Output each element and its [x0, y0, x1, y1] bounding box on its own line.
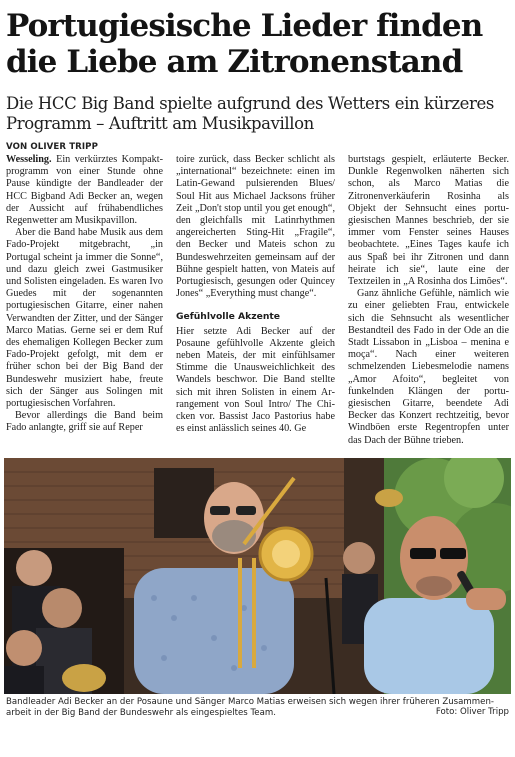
- article-column-2: [176, 154, 335, 454]
- paragraph: [6, 154, 163, 227]
- concert-photo-illustration: [4, 458, 511, 694]
- paragraph: Hier setzte Adi Becker auf der Posaune gefühlvolle Akzente gleich neben Mateis, der mit einfühlsamer Stimme die Unausweichlichkeit des Wandels beschwor. Die Band stellte sich mit ihren Solisten in einem Arrangement von Soul Intro/ The Chicken vor. Bassist Jaco Pastorius habe es einst anlässlich seines 40. Ge: [176, 325, 335, 435]
- headline: Portugiesische Lieder finden die Liebe am Zitronenstand: [6, 8, 483, 80]
- photo-caption: Bandleader Adi Becker an der Posaune und Sänger Marco Matias erweisen sich wegen ihrer früheren Zusammenarbeit in der Big Band der Bundeswehr als eingespieltes Team.: [6, 697, 495, 718]
- section-subtitle: Gefühlvolle Akzente: [176, 311, 280, 323]
- paragraph-text: Ein verkürztes Kompaktprogramm von einer Stunde ohne Pause kündigte der Bandleader der HCC Bigband Adi Becker an, wegen der Aussicht auf frühabendliches Regenwetter am Musikpavillon.: [6, 154, 163, 227]
- subheadline: Die HCC Big Band spielte aufgrund des Wetters ein kürzeres Programm – Auftritt am Musikpavillon: [6, 94, 494, 133]
- photo-credit: Foto: Oliver Tripp: [435, 707, 509, 717]
- paragraph: toire zurück, dass Becker schlicht als „international“ bezeichnete: einen im Latin-Gewand pulsierenden Blues/ Soul Hit aus Michael Jacksons früher Zeit „Don't stop until you get enough“, den gleichfalls mit Latinrhythmen angereicherten Sting-Hit „Fragile“, den Becker und Mateis schon zu Bundeswehrzeiten gemeinsam auf der Bühne gespielt hatten, von Mateis auf Portugiesisch, gesungen oder Quincey Jones“ „Everything must change“.: [176, 154, 335, 300]
- paragraph: Ganz ähnliche Gefühle, nämlich wie zu einer geliebten Frau, entwickele sich die Sehnsucht als wesentlicher Bestandteil des Fado in der Ode an die Stadt Lissabon in „Lisboa – menina e moça“. Nach einer weiteren schmelzenden Liebesmelodie namens „Amor Afoito“, begleitet von funkelnden Klängen der portugiesischen Gitarre, beendete Adi Becker das Konzert rechtzeitig, bevor Windböen erste Regentropfen unter das Dach der Bühne trieben.: [348, 288, 509, 446]
- byline: VON OLIVER TRIPP: [6, 142, 98, 152]
- article-column-1: [6, 154, 163, 454]
- paragraph: burtstags gespielt, erläuterte Becker. Dunkle Regenwolken näherten sich schon, als Marco Matias die Zitronenverkäuferin Rosinha als Objekt der Sehnsucht eines portugiesischen Mannes beschrieb, der sie immer vom Fenster seines Hauses beobachtete. „Eines Tages kaufe ich aus Spaß bei ihr Zitronen und dann heirate ich sie“, laute eine der Textzeilen in „A Rosinha dos Limões“.: [348, 154, 509, 288]
- paragraph: Bevor allerdings die Band beim Fado anlangte, griff sie auf Reper: [6, 410, 163, 434]
- dateline: Wesseling.: [6, 154, 52, 165]
- paragraph: Aber die Band habe Musik aus dem Fado-Projekt mitgebracht, „in Portugal scheint ja immer die Sonne“, und dazu gleich zwei Gastmusiker und Solisten eingeladen. Es waren Ivo Guedes mit der sogenannten portugiesischen Gitarre, einer nahen Verwandten der Zitter, und der Sänger Marco Matias. Gerne sei er dem Ruf des ehemaligen Kollegen Becker zum Fado-Projekt gefolgt, mit dem er früher schon bei der Big Band der Bundeswehr musiziert habe, freute sich der Sänger aus Solingen mit portugiesischen Vorfahren.: [6, 227, 163, 410]
- concert-photo: [4, 458, 511, 694]
- article-column-3: [348, 154, 509, 454]
